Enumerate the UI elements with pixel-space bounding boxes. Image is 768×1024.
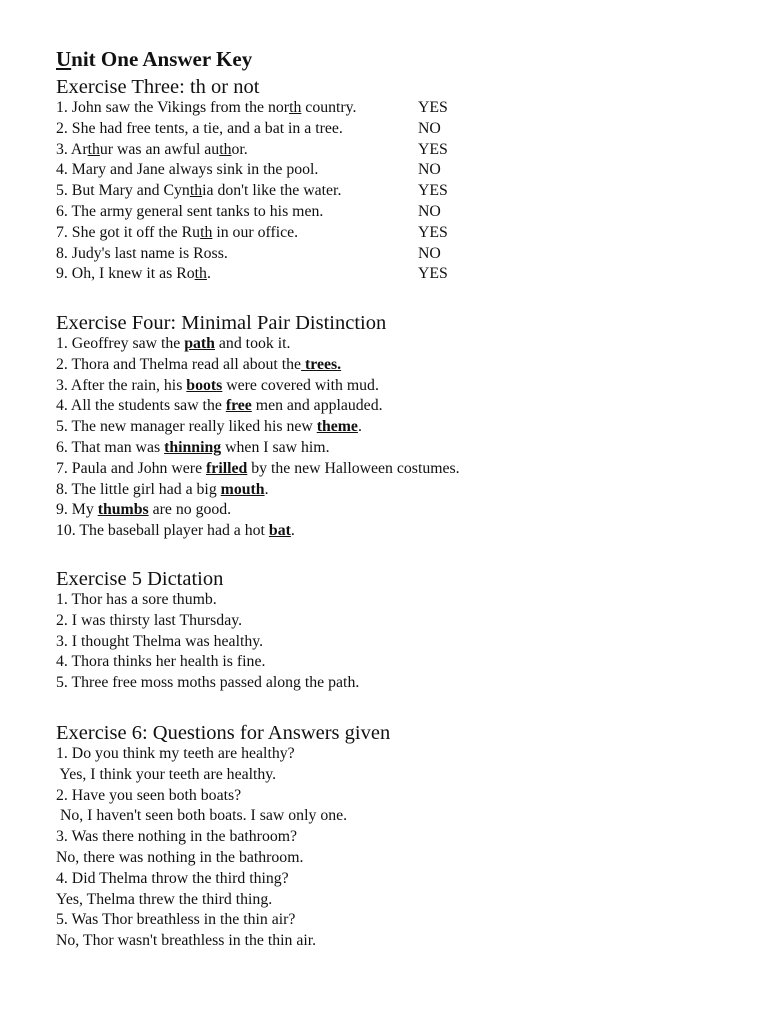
line-text: 5. The new manager really liked his new xyxy=(56,418,317,436)
list-item xyxy=(56,438,460,459)
list-item xyxy=(56,765,390,786)
line-text: 4. Did Thelma throw the third thing? xyxy=(56,869,289,887)
list-item xyxy=(56,98,448,119)
list-item xyxy=(56,480,460,501)
exercise-four-heading: Exercise Four: Minimal Pair Distinction xyxy=(56,312,387,334)
line-text: 2. Have you seen both boats? xyxy=(56,786,242,804)
list-item xyxy=(56,673,359,694)
line-text: 5. But Mary and Cyn xyxy=(56,182,190,200)
line-text: 3. I thought Thelma was healthy. xyxy=(56,632,264,650)
line-text: 7. Paula and John were xyxy=(56,459,207,477)
highlighted-text: theme xyxy=(316,418,358,436)
highlighted-text: thinning xyxy=(164,438,222,456)
line-text: 6. That man was xyxy=(56,438,165,456)
list-item xyxy=(56,202,441,223)
list-item xyxy=(56,786,390,807)
line-text: 4. Mary and Jane always sink in the pool. xyxy=(56,161,319,179)
list-item xyxy=(56,376,460,397)
list-item xyxy=(56,931,390,952)
answer-label: YES xyxy=(418,265,448,283)
exercise-four xyxy=(56,311,460,542)
exercise-three-heading: Exercise Three: th or not xyxy=(56,76,260,98)
exercise-five-heading: Exercise 5 Dictation xyxy=(56,568,224,590)
line-text: . xyxy=(264,480,269,498)
highlighted-text: bat xyxy=(268,522,291,540)
line-text: 10. The baseball player had a hot xyxy=(56,522,269,540)
list-item xyxy=(56,244,441,265)
exercise-five xyxy=(56,567,359,694)
line-text: 1. Thor has a sore thumb. xyxy=(56,591,217,608)
line-text: No, Thor wasn't breathless in the thin air. xyxy=(56,932,317,950)
line-text: 9. My xyxy=(56,501,98,519)
line-text: 1. John saw the Vikings from the nor xyxy=(56,99,290,116)
exercise-six-heading: Exercise 6: Questions for Answers given xyxy=(56,722,391,744)
list-item xyxy=(56,521,460,542)
list-item xyxy=(56,652,359,673)
highlighted-text: mouth xyxy=(220,480,265,498)
line-text: by the new Halloween costumes. xyxy=(247,459,460,477)
line-text: 4. Thora thinks her health is fine. xyxy=(56,653,266,671)
highlighted-text: th xyxy=(200,223,213,241)
list-item xyxy=(56,334,460,355)
line-text: when I saw him. xyxy=(221,438,330,456)
line-text: or. xyxy=(231,140,248,158)
line-text: 3. After the rain, his xyxy=(56,376,187,394)
list-item xyxy=(56,632,359,653)
answer-label: YES xyxy=(418,99,448,116)
line-text: country. xyxy=(301,99,357,116)
line-text: 9. Oh, I knew it as Ro xyxy=(56,265,195,283)
answer-label: NO xyxy=(418,161,441,179)
page-title xyxy=(56,47,252,72)
line-text: 5. Three free moss moths passed along the path. xyxy=(56,674,360,692)
line-text: . xyxy=(206,265,211,283)
list-item xyxy=(56,140,448,161)
list-item xyxy=(56,459,460,480)
answer-label: NO xyxy=(418,119,441,137)
line-text: No, there was nothing in the bathroom. xyxy=(56,848,304,866)
highlighted-text: th xyxy=(289,99,302,116)
highlighted-text: frilled xyxy=(206,459,248,477)
list-item xyxy=(56,119,441,140)
list-item xyxy=(56,890,390,911)
exercise-six xyxy=(56,721,390,952)
line-text: ia don't like the water. xyxy=(202,182,342,200)
line-text: 3. Was there nothing in the bathroom? xyxy=(56,828,298,846)
answer-label: YES xyxy=(418,182,448,200)
line-text: 1. Do you think my teeth are healthy? xyxy=(56,745,295,762)
list-item xyxy=(56,264,448,285)
line-text: No, I haven't seen both boats. I saw only one. xyxy=(56,807,348,825)
list-item xyxy=(56,500,460,521)
line-text: 2. Thora and Thelma read all about the xyxy=(56,355,302,373)
list-item xyxy=(56,396,460,417)
answer-label: NO xyxy=(418,202,441,220)
list-item xyxy=(56,869,390,890)
list-item xyxy=(56,744,390,765)
list-item xyxy=(56,417,460,438)
line-text: 6. The army general sent tanks to his men. xyxy=(56,202,324,220)
highlighted-text: free xyxy=(225,397,252,415)
title-rest: nit One Answer Key xyxy=(71,47,253,71)
line-text: and took it. xyxy=(214,335,291,352)
list-item xyxy=(56,160,441,181)
line-text: 5. Was Thor breathless in the thin air? xyxy=(56,911,296,929)
line-text: 2. She had free tents, a tie, and a bat in a tree. xyxy=(56,119,343,137)
line-text: are no good. xyxy=(148,501,232,519)
line-text: 3. Ar xyxy=(56,140,88,158)
line-text: 2. I was thirsty last Thursday. xyxy=(56,611,243,629)
list-item xyxy=(56,355,460,376)
answer-label: YES xyxy=(418,223,448,241)
highlighted-text: th xyxy=(87,140,100,158)
list-item xyxy=(56,848,390,869)
list-item xyxy=(56,806,390,827)
highlighted-text: th xyxy=(219,140,232,158)
highlighted-text: path xyxy=(184,335,215,352)
line-text: . xyxy=(290,522,295,540)
highlighted-text: trees. xyxy=(301,355,342,373)
line-text: 4. All the students saw the xyxy=(56,397,226,415)
list-item xyxy=(56,223,448,244)
line-text: were covered with mud. xyxy=(222,376,379,394)
list-item xyxy=(56,611,359,632)
line-text: 1. Geoffrey saw the xyxy=(56,335,185,352)
line-text: 8. The little girl had a big xyxy=(56,480,221,498)
exercise-three xyxy=(56,75,448,285)
highlighted-text: boots xyxy=(186,376,223,394)
list-item xyxy=(56,181,448,202)
list-item xyxy=(56,827,390,848)
line-text: men and applauded. xyxy=(251,397,383,415)
answer-label: YES xyxy=(418,140,448,158)
line-text: . xyxy=(357,418,362,436)
line-text: in our office. xyxy=(212,223,299,241)
highlighted-text: th xyxy=(194,265,207,283)
highlighted-text: thumbs xyxy=(97,501,149,519)
title-initial: U xyxy=(56,47,72,71)
highlighted-text: th xyxy=(189,182,203,200)
list-item xyxy=(56,910,390,931)
line-text: Yes, I think your teeth are healthy. xyxy=(56,765,277,783)
list-item xyxy=(56,590,359,611)
answer-label: NO xyxy=(418,244,441,262)
line-text: ur was an awful au xyxy=(99,140,220,158)
line-text: Yes, Thelma threw the third thing. xyxy=(56,890,273,908)
line-text: 8. Judy's last name is Ross. xyxy=(56,244,228,262)
line-text: 7. She got it off the Ru xyxy=(56,223,201,241)
